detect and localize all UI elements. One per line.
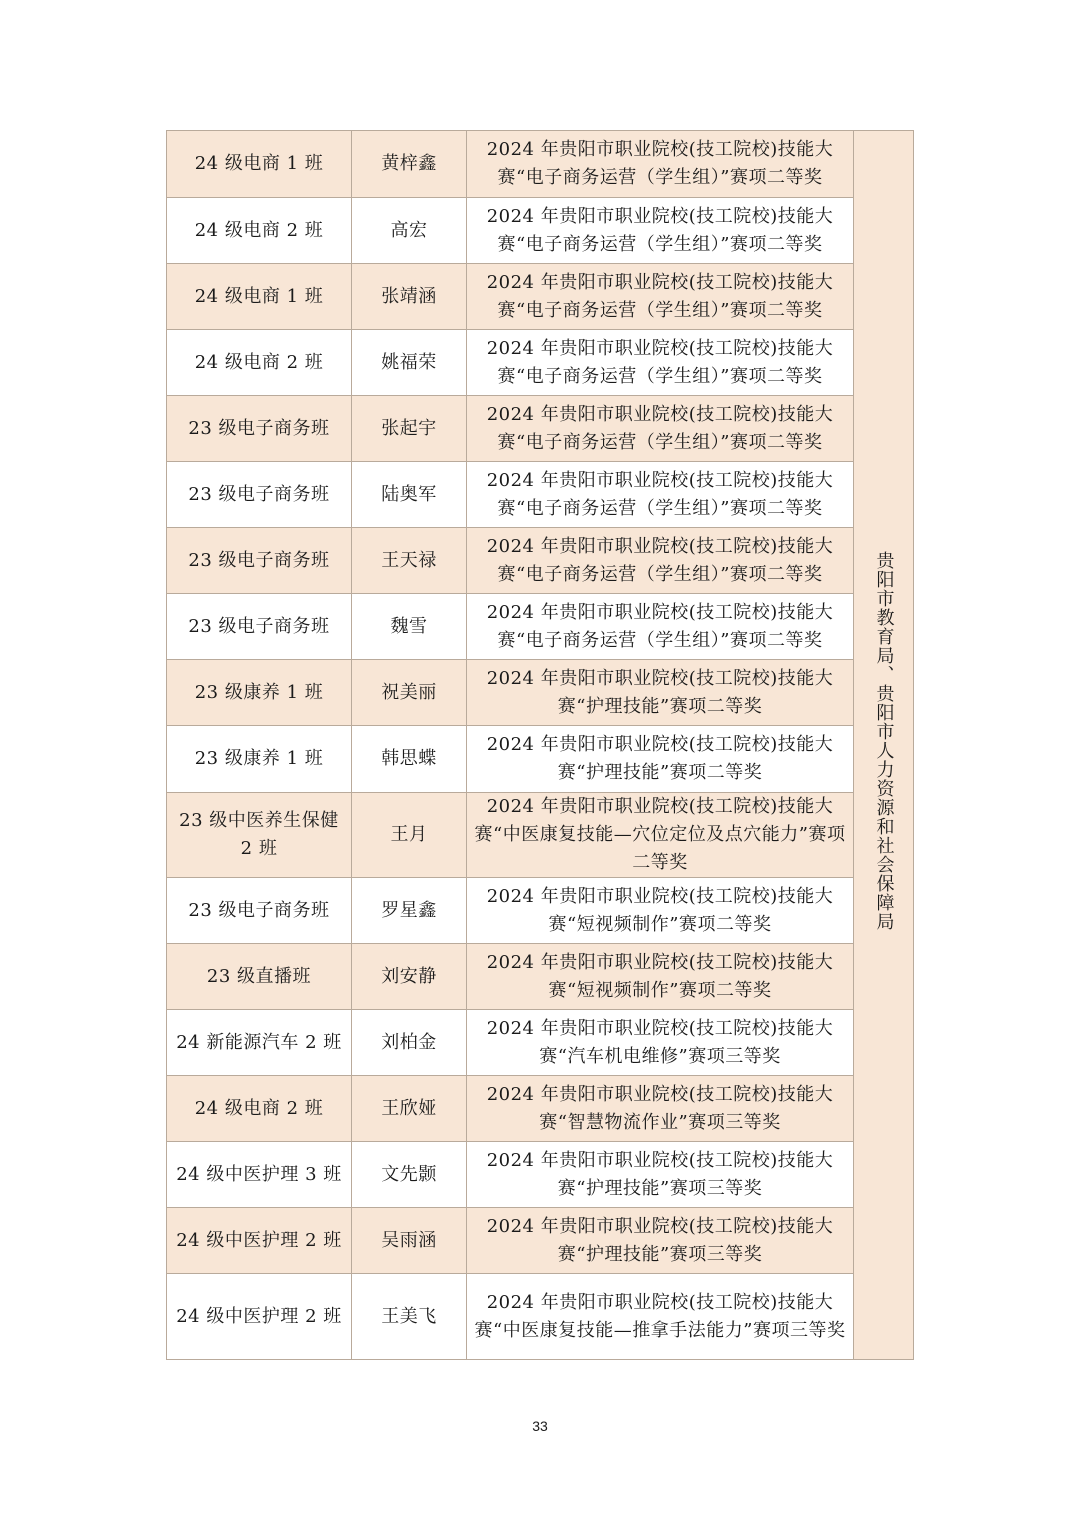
award-cell: 2024 年贵阳市职业院校(技工院校)技能大赛“电子商务运营（学生组）”赛项二等奖 — [467, 330, 854, 396]
issuer-text: 贵阳市教育局、贵阳市人力资源和社会保障局 — [873, 550, 895, 931]
class-cell: 24 级中医护理 2 班 — [167, 1274, 352, 1360]
class-cell: 23 级电子商务班 — [167, 528, 352, 594]
table-row — [167, 726, 914, 793]
name-cell: 黄梓鑫 — [352, 131, 467, 198]
page-number: 33 — [532, 1418, 548, 1434]
class-cell: 24 新能源汽车 2 班 — [167, 1010, 352, 1076]
table-row — [167, 264, 914, 330]
award-cell: 2024 年贵阳市职业院校(技工院校)技能大赛“短视频制作”赛项二等奖 — [467, 944, 854, 1010]
award-cell: 2024 年贵阳市职业院校(技工院校)技能大赛“中医康复技能—穴位定位及点穴能力”赛项二等奖 — [467, 793, 854, 878]
award-cell: 2024 年贵阳市职业院校(技工院校)技能大赛“护理技能”赛项二等奖 — [467, 726, 854, 793]
name-cell: 祝美丽 — [352, 660, 467, 726]
award-cell: 2024 年贵阳市职业院校(技工院校)技能大赛“电子商务运营（学生组）”赛项二等奖 — [467, 462, 854, 528]
award-cell: 2024 年贵阳市职业院校(技工院校)技能大赛“电子商务运营（学生组）”赛项二等奖 — [467, 264, 854, 330]
class-cell: 24 级电商 2 班 — [167, 198, 352, 264]
name-cell: 刘安静 — [352, 944, 467, 1010]
award-table — [166, 130, 914, 1360]
class-cell: 24 级中医护理 3 班 — [167, 1142, 352, 1208]
award-cell: 2024 年贵阳市职业院校(技工院校)技能大赛“短视频制作”赛项二等奖 — [467, 878, 854, 944]
name-cell: 王月 — [352, 793, 467, 878]
award-cell: 2024 年贵阳市职业院校(技工院校)技能大赛“电子商务运营（学生组）”赛项二等奖 — [467, 528, 854, 594]
class-cell: 24 级电商 1 班 — [167, 264, 352, 330]
name-cell: 王天禄 — [352, 528, 467, 594]
class-cell: 23 级电子商务班 — [167, 878, 352, 944]
table-row — [167, 793, 914, 878]
award-cell: 2024 年贵阳市职业院校(技工院校)技能大赛“护理技能”赛项三等奖 — [467, 1142, 854, 1208]
class-cell: 23 级直播班 — [167, 944, 352, 1010]
name-cell: 刘柏金 — [352, 1010, 467, 1076]
name-cell: 姚福荣 — [352, 330, 467, 396]
table-row — [167, 1274, 914, 1360]
table-row — [167, 1142, 914, 1208]
name-cell: 张起宇 — [352, 396, 467, 462]
table-row — [167, 944, 914, 1010]
name-cell: 张靖涵 — [352, 264, 467, 330]
table-row — [167, 462, 914, 528]
award-cell: 2024 年贵阳市职业院校(技工院校)技能大赛“中医康复技能—推拿手法能力”赛项三等奖 — [467, 1274, 854, 1360]
table-row — [167, 1076, 914, 1142]
class-cell: 23 级电子商务班 — [167, 594, 352, 660]
award-cell: 2024 年贵阳市职业院校(技工院校)技能大赛“护理技能”赛项三等奖 — [467, 1208, 854, 1274]
class-cell: 23 级电子商务班 — [167, 462, 352, 528]
name-cell: 王美飞 — [352, 1274, 467, 1360]
name-cell: 陆奥军 — [352, 462, 467, 528]
table-row — [167, 330, 914, 396]
name-cell: 文先颢 — [352, 1142, 467, 1208]
table-row — [167, 198, 914, 264]
name-cell: 吴雨涵 — [352, 1208, 467, 1274]
table-row — [167, 660, 914, 726]
table-row — [167, 131, 914, 198]
class-cell: 23 级中医养生保健 2 班 — [167, 793, 352, 878]
class-cell: 23 级电子商务班 — [167, 396, 352, 462]
award-cell: 2024 年贵阳市职业院校(技工院校)技能大赛“汽车机电维修”赛项三等奖 — [467, 1010, 854, 1076]
award-cell: 2024 年贵阳市职业院校(技工院校)技能大赛“电子商务运营（学生组）”赛项二等奖 — [467, 131, 854, 198]
class-cell: 24 级电商 2 班 — [167, 1076, 352, 1142]
table-row — [167, 1010, 914, 1076]
name-cell: 王欣娅 — [352, 1076, 467, 1142]
table-row — [167, 594, 914, 660]
award-cell: 2024 年贵阳市职业院校(技工院校)技能大赛“护理技能”赛项二等奖 — [467, 660, 854, 726]
name-cell: 高宏 — [352, 198, 467, 264]
award-cell: 2024 年贵阳市职业院校(技工院校)技能大赛“电子商务运营（学生组）”赛项二等奖 — [467, 198, 854, 264]
name-cell: 罗星鑫 — [352, 878, 467, 944]
table-row — [167, 1208, 914, 1274]
table-row — [167, 528, 914, 594]
award-cell: 2024 年贵阳市职业院校(技工院校)技能大赛“电子商务运营（学生组）”赛项二等奖 — [467, 396, 854, 462]
name-cell: 韩思蝶 — [352, 726, 467, 793]
table-row — [167, 878, 914, 944]
class-cell: 24 级电商 2 班 — [167, 330, 352, 396]
table-row — [167, 396, 914, 462]
class-cell: 24 级电商 1 班 — [167, 131, 352, 198]
award-cell: 2024 年贵阳市职业院校(技工院校)技能大赛“电子商务运营（学生组）”赛项二等奖 — [467, 594, 854, 660]
name-cell: 魏雪 — [352, 594, 467, 660]
class-cell: 23 级康养 1 班 — [167, 660, 352, 726]
award-cell: 2024 年贵阳市职业院校(技工院校)技能大赛“智慧物流作业”赛项三等奖 — [467, 1076, 854, 1142]
award-table-body — [167, 131, 914, 1360]
class-cell: 23 级康养 1 班 — [167, 726, 352, 793]
issuer-cell — [854, 131, 914, 1360]
class-cell: 24 级中医护理 2 班 — [167, 1208, 352, 1274]
